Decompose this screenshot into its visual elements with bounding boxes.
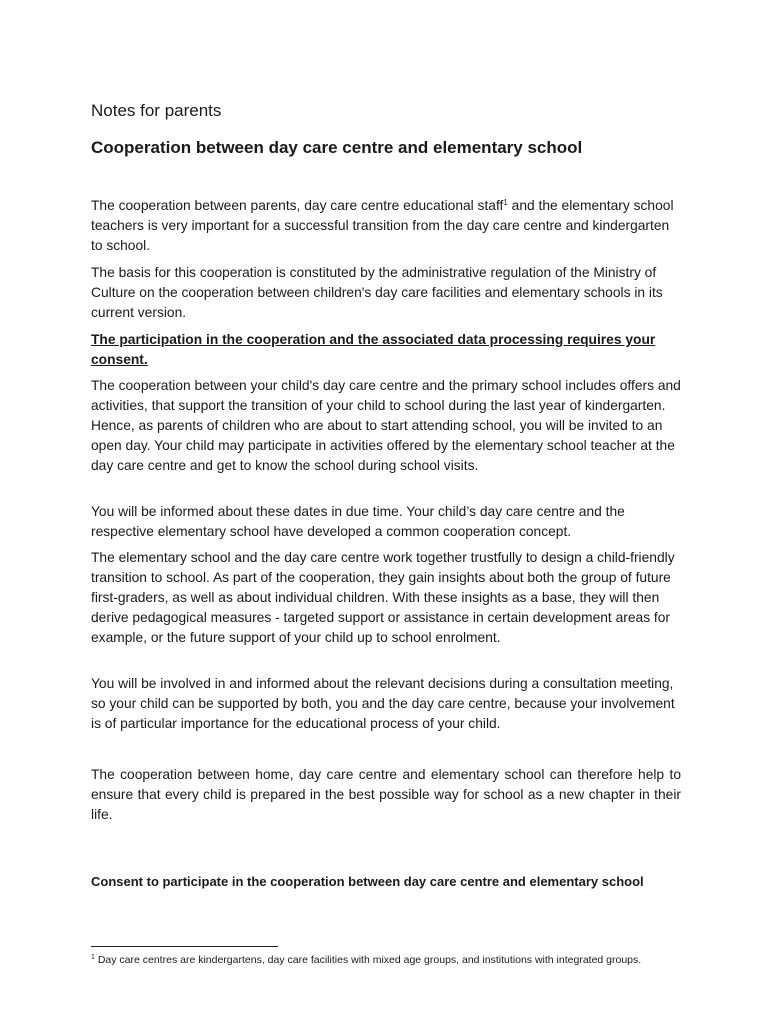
consent-section-heading: Consent to participate in the cooperation between day care centre and elementary school: [91, 874, 644, 889]
paragraph-dates: You will be informed about these dates in due time. Your child’s day care centre and the respective elementary school have developed a common cooperation concept.: [91, 504, 625, 539]
paragraph-activities: The cooperation between your child's day care centre and the primary school includes offers and activities, that support the transition of your child to school during the last year of kindergarten. Hence, as parents of children who are about to start attending school, you will be invited to an open day. Your child may participate in activities offered by the elementary school teacher at the day care centre and get to know the school during school visits.: [91, 378, 681, 473]
paragraph-involvement: You will be involved in and informed about the relevant decisions during a consultation meeting, so your child can be supported by both, you and the day care centre, because your involvement is of particular importance for the educational process of your child.: [91, 676, 675, 731]
paragraph-intro-end: and the elementary school teachers is very important for a successful transition from the day care centre and kindergarten to school.: [91, 198, 674, 253]
paragraph-intro: [91, 196, 681, 256]
page-title: Notes for parents: [91, 101, 222, 120]
footnote-divider: [91, 946, 278, 947]
paragraph-basis: The basis for this cooperation is constituted by the administrative regulation of the Ministry of Culture on the cooperation between children's day care facilities and elementary schools in its current version.: [91, 265, 663, 320]
document-heading: Cooperation between day care centre and elementary school: [91, 138, 583, 157]
consent-requirement-notice: The participation in the cooperation and the associated data processing requires your consent.: [91, 332, 656, 367]
footnote-text: Day care centres are kindergartens, day care facilities with mixed age groups, and institutions with integrated groups.: [94, 954, 642, 966]
footnote-marker: 1: [91, 954, 95, 961]
footnote: [91, 952, 687, 968]
footnote-reference: 1: [503, 198, 508, 207]
paragraph-transition: The elementary school and the day care centre work together trustfully to design a child-friendly transition to school. As part of the cooperation, they gain insights about both the group of future first-graders, as well as about individual children. With these insights as a base, they will then derive pedagogical measures - targeted support or assistance in certain development areas for example, or the future support of your child up to school enrolment.: [91, 550, 675, 645]
paragraph-intro-start: The cooperation between parents, day care centre educational staff: [91, 198, 504, 213]
paragraph-summary: The cooperation between home, day care centre and elementary school can therefore help to ensure that every child is prepared in the best possible way for school as a new chapter in their life.: [91, 767, 681, 822]
